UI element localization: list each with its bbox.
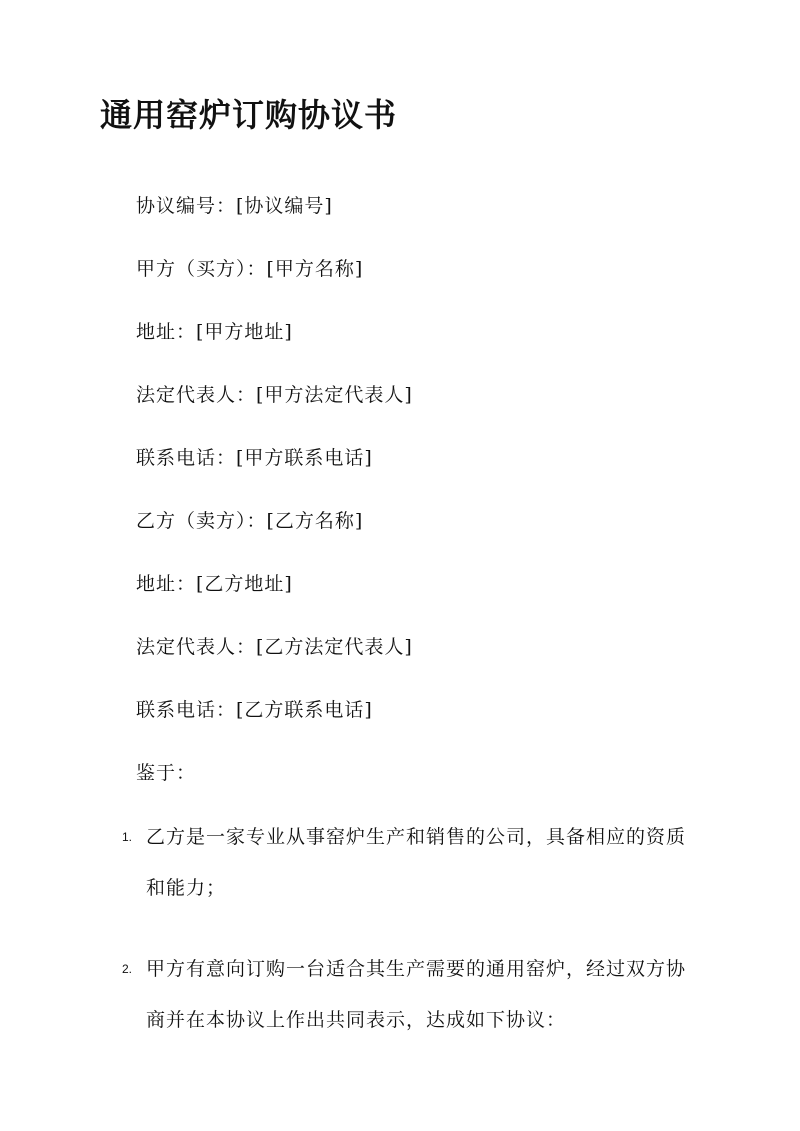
document-title: 通用窑炉订购协议书 — [100, 96, 398, 134]
party-a-legal-rep-line: 法定代表人：[甲方法定代表人] — [136, 384, 413, 406]
party-b-phone-line: 联系电话：[乙方联系电话] — [136, 699, 373, 721]
whereas-heading: 鉴于： — [136, 762, 197, 784]
recital-number: 2. — [122, 962, 133, 976]
party-a-phone-line: 联系电话：[甲方联系电话] — [136, 447, 373, 469]
recital-item — [118, 812, 698, 914]
party-a-address-line: 地址：[甲方地址] — [136, 321, 293, 343]
agreement-number-line: 协议编号：[协议编号] — [136, 195, 333, 217]
party-b-name-line: 乙方（卖方）：[乙方名称] — [136, 510, 364, 532]
recital-number: 1. — [122, 830, 133, 844]
party-info-list — [136, 190, 413, 820]
recitals-list — [118, 812, 698, 1076]
party-b-address-line: 地址：[乙方地址] — [136, 573, 293, 595]
party-a-name-line: 甲方（买方）：[甲方名称] — [136, 258, 364, 280]
recital-text: 乙方是一家专业从事窑炉生产和销售的公司，具备相应的资质和能力； — [146, 826, 687, 899]
recital-text: 甲方有意向订购一台适合其生产需要的通用窑炉，经过双方协商并在本协议上作出共同表示，达成如下协议： — [146, 958, 687, 1031]
party-b-legal-rep-line: 法定代表人：[乙方法定代表人] — [136, 636, 413, 658]
recital-item — [118, 944, 698, 1046]
